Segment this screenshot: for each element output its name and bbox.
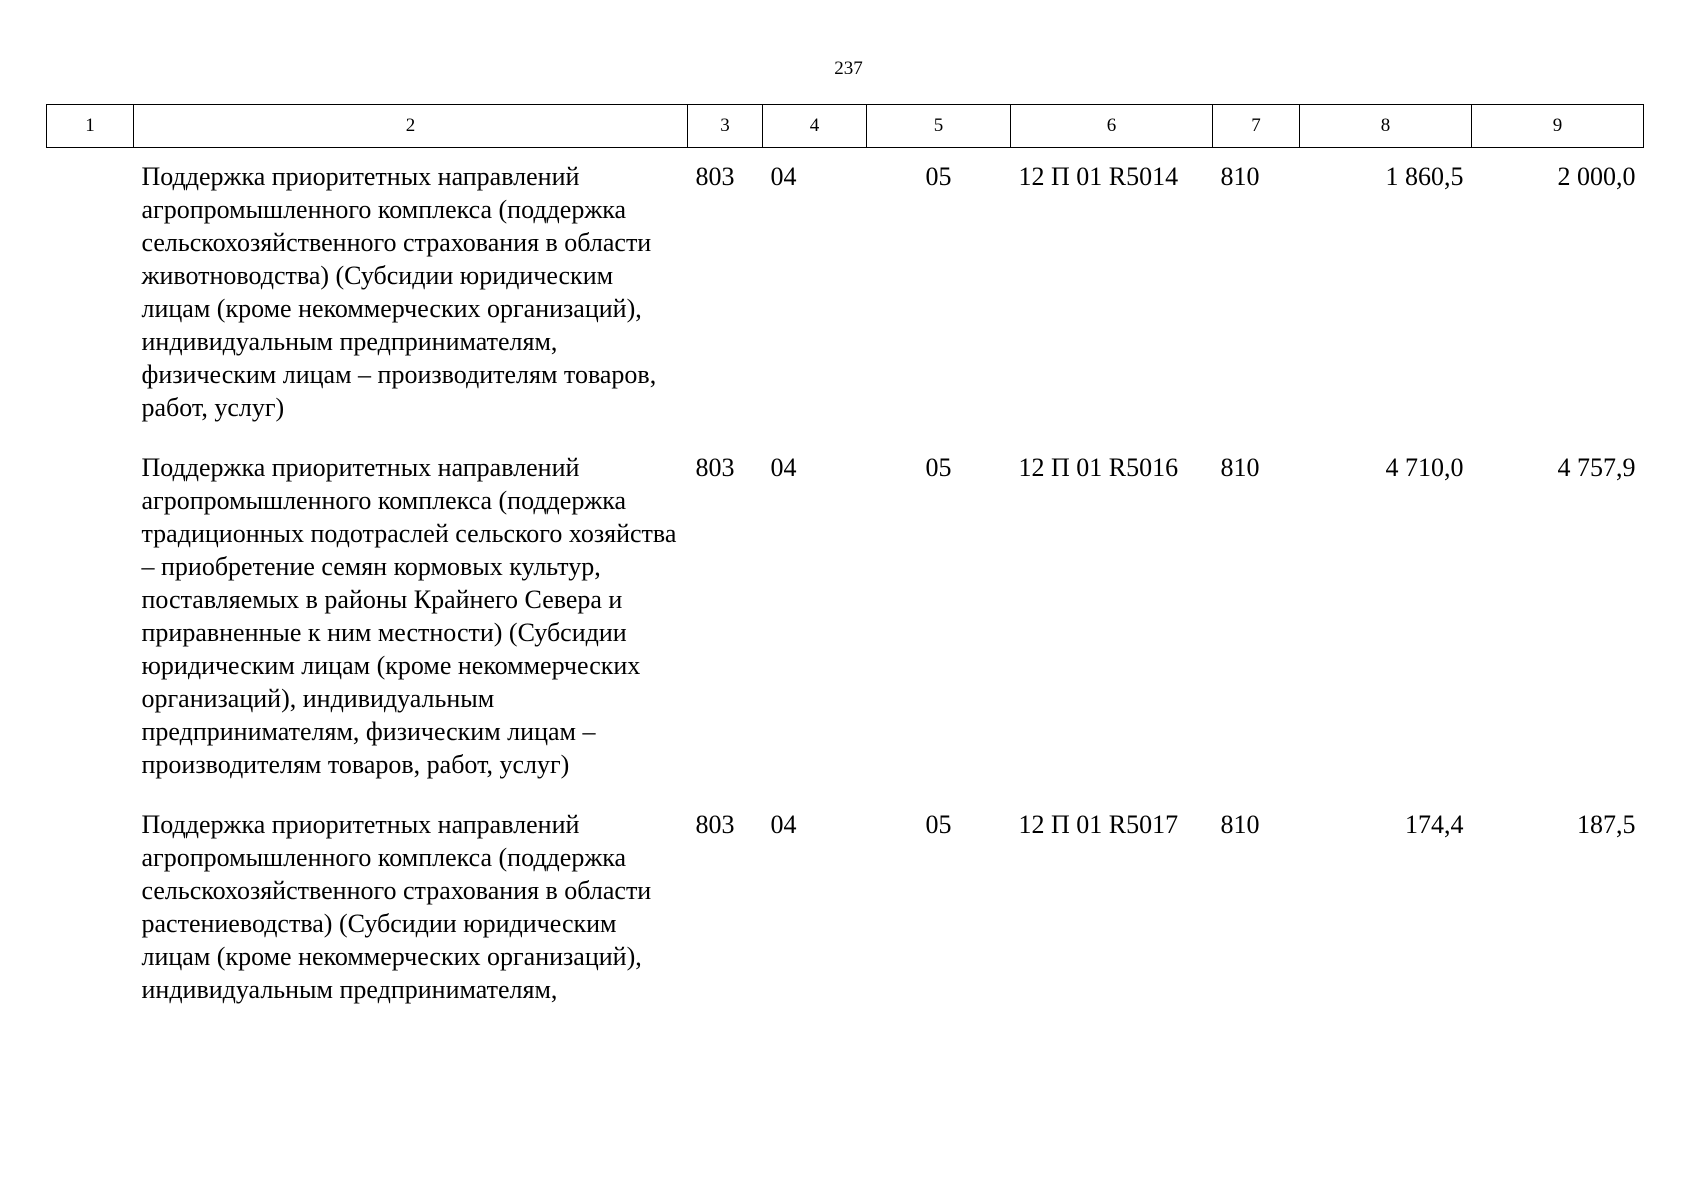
column-header-7: 7 <box>1213 105 1300 148</box>
column-header-2: 2 <box>134 105 688 148</box>
budget-table <box>46 104 1644 1021</box>
cell-expense-type: 810 <box>1220 453 1260 482</box>
cell-amount-1: 1 860,5 <box>1385 162 1464 191</box>
cell-amount-1: 4 710,0 <box>1385 453 1464 482</box>
column-header-1: 1 <box>47 105 134 148</box>
column-header-5: 5 <box>867 105 1011 148</box>
cell-description: Поддержка приоритетных направлений агропромышленного комплекса (поддержка сельскохозяйственного страхования в области животноводства) (Субсидии юридическим лицам (кроме некоммерческих организаций), индивидуальным предпринимателям, физическим лицам – производителям товаров, работ, услуг) <box>141 162 657 422</box>
cell-description: Поддержка приоритетных направлений агропромышленного комплекса (поддержка традиционных подотраслей сельского хозяйства – приобретение семян кормовых культур, поставляемых в районы Крайнего Севера и приравненные к ним местности) (Субсидии юридическим лицам (кроме некоммерческих организаций), индивидуальным предпринимателям, физическим лицам – производителям товаров, работ, услуг) <box>141 453 677 779</box>
cell-col1 <box>47 439 134 796</box>
cell-expense-type: 810 <box>1220 810 1260 839</box>
cell-ministry-code: 803 <box>695 453 735 482</box>
column-header-8: 8 <box>1300 105 1472 148</box>
cell-section: 04 <box>770 810 797 839</box>
column-header-6: 6 <box>1011 105 1213 148</box>
cell-target-article: 12 П 01 R5017 <box>1018 810 1179 839</box>
cell-target-article: 12 П 01 R5016 <box>1018 453 1179 482</box>
page-number: 237 <box>834 58 863 79</box>
cell-subsection: 05 <box>925 453 952 482</box>
table-header-row <box>47 105 1644 148</box>
cell-target-article: 12 П 01 R5014 <box>1018 162 1179 191</box>
cell-description: Поддержка приоритетных направлений агропромышленного комплекса (поддержка сельскохозяйственного страхования в области растениеводства) (Субсидии юридическим лицам (кроме некоммерческих организаций), индивидуальным предпринимателям, <box>141 810 652 1004</box>
table-row <box>47 148 1644 440</box>
cell-section: 04 <box>770 162 797 191</box>
column-header-4: 4 <box>763 105 867 148</box>
cell-section: 04 <box>770 453 797 482</box>
cell-subsection: 05 <box>925 810 952 839</box>
cell-amount-1: 174,4 <box>1405 810 1464 839</box>
column-header-9: 9 <box>1472 105 1644 148</box>
cell-expense-type: 810 <box>1220 162 1260 191</box>
table-row <box>47 439 1644 796</box>
cell-col1 <box>47 148 134 440</box>
cell-amount-2: 4 757,9 <box>1557 453 1636 482</box>
column-header-3: 3 <box>688 105 763 148</box>
cell-amount-2: 2 000,0 <box>1557 162 1636 191</box>
cell-subsection: 05 <box>925 162 952 191</box>
table-row <box>47 796 1644 1021</box>
cell-ministry-code: 803 <box>695 810 735 839</box>
cell-col1 <box>47 796 134 1021</box>
cell-ministry-code: 803 <box>695 162 735 191</box>
cell-amount-2: 187,5 <box>1577 810 1636 839</box>
